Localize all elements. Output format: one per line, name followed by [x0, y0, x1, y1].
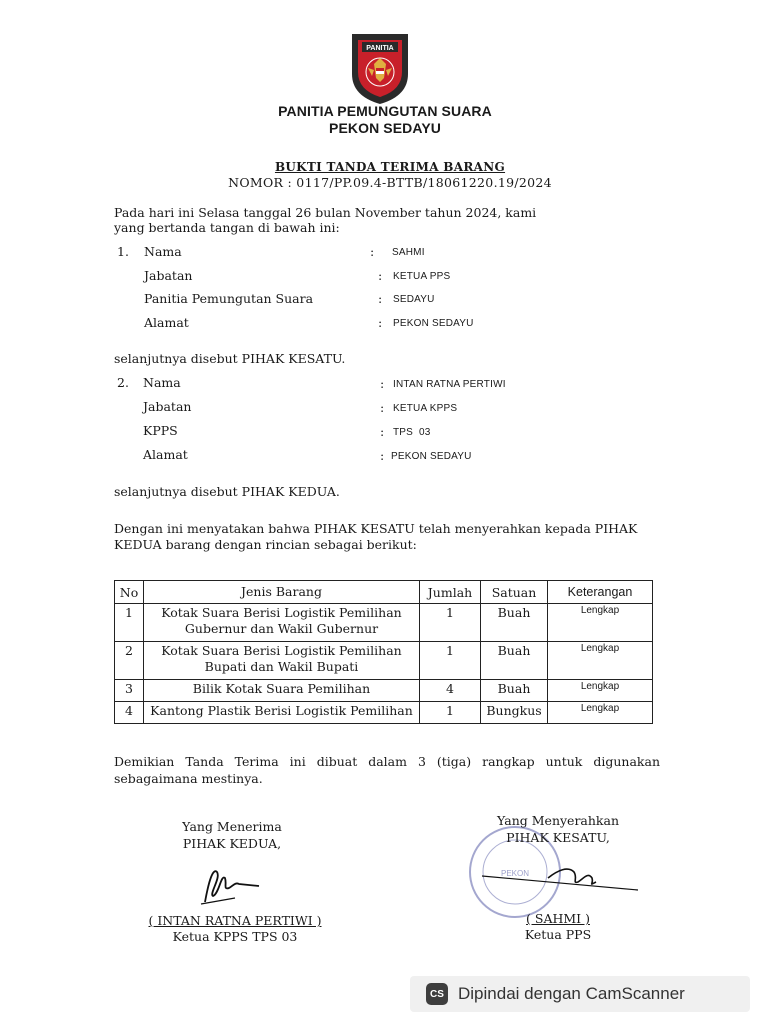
- party2-value-kpps: TPS 03: [393, 427, 431, 438]
- signature-right-line-2: PIHAK KESATU,: [506, 830, 610, 845]
- intro-line-1: Pada hari ini Selasa tanggal 26 bulan November tahun 2024, kami: [114, 205, 537, 220]
- table-row: 2 Kotak Suara Berisi Logistik Pemilihan Bupati dan Wakil Bupati 1 Buah Lengkap: [115, 642, 653, 680]
- signature-left-role: Ketua KPPS TPS 03: [172, 929, 298, 944]
- th-satuan: Satuan: [481, 581, 548, 604]
- camscanner-icon: CS: [426, 983, 448, 1005]
- party1-label-pps: Panitia Pemungutan Suara: [144, 291, 314, 306]
- th-jumlah: Jumlah: [420, 581, 481, 604]
- camscanner-text: Dipindai dengan CamScanner: [458, 984, 685, 1003]
- document-title: BUKTI TANDA TERIMA BARANG: [274, 160, 506, 174]
- party1-label-nama: Nama: [144, 244, 182, 259]
- party2-number: 2.: [117, 375, 129, 390]
- party1-label-jabatan: Jabatan: [144, 268, 193, 283]
- signature-left-line-2: PIHAK KEDUA,: [182, 836, 282, 851]
- party2-label-jabatan: Jabatan: [143, 399, 192, 414]
- table-row: 3 Bilik Kotak Suara Pemilihan 4 Buah Lengkap: [115, 680, 653, 702]
- party2-value-alamat: PEKON SEDAYU: [391, 451, 472, 462]
- party1-value-pps: SEDAYU: [393, 294, 435, 305]
- statement-line-1: Dengan ini menyatakan bahwa PIHAK KESATU telah menyerahkan kepada PIHAK: [114, 521, 638, 536]
- party1-value-jabatan: KETUA PPS: [393, 271, 451, 282]
- th-no: No: [115, 581, 144, 604]
- party1-value-nama: SAHMI: [392, 247, 425, 258]
- th-jenis-barang: Jenis Barang: [144, 581, 420, 604]
- signature-right-icon: [478, 862, 638, 898]
- stamp-center-text: PEKON: [500, 869, 530, 878]
- items-table: [114, 580, 653, 724]
- camscanner-watermark: [410, 976, 750, 1012]
- closing-line-1: Demikian Tanda Terima ini dibuat dalam 3 (tiga) rangkap untuk digunakan: [114, 754, 660, 769]
- party2-value-jabatan: KETUA KPPS: [393, 403, 458, 414]
- logo-text-top: PANITIA: [366, 45, 394, 52]
- table-row: 1 Kotak Suara Berisi Logistik Pemilihan Gubernur dan Wakil Gubernur 1 Buah Lengkap: [115, 604, 653, 642]
- signature-left-icon: [195, 860, 265, 910]
- party1-label-alamat: Alamat: [144, 315, 189, 330]
- party1-note: selanjutnya disebut PIHAK KESATU.: [114, 351, 346, 366]
- signature-left-block: [152, 818, 312, 852]
- table-header-row: [115, 581, 653, 604]
- party1-number: 1.: [117, 244, 129, 259]
- org-line-2: PEKON SEDAYU: [329, 120, 441, 136]
- org-line-1: PANITIA PEMUNGUTAN SUARA: [278, 103, 492, 119]
- party1-value-alamat: PEKON SEDAYU: [393, 318, 474, 329]
- statement-line-2: KEDUA barang dengan rincian sebagai berikut:: [114, 537, 417, 552]
- party2-label-alamat: Alamat: [143, 447, 188, 462]
- party2-label-kpps: KPPS: [143, 423, 178, 438]
- signature-right-block: [478, 812, 638, 846]
- document-number: NOMOR : 0117/PP.09.4-BTTB/18061220.19/2024: [228, 175, 552, 190]
- organization-name: [240, 103, 530, 137]
- party2-label-nama: Nama: [143, 375, 181, 390]
- signature-left-name: ( INTAN RATNA PERTIWI ): [148, 913, 322, 928]
- signature-right-role: Ketua PPS: [524, 927, 592, 942]
- party2-note: selanjutnya disebut PIHAK KEDUA.: [114, 484, 340, 499]
- table-row: 4 Kantong Plastik Berisi Logistik Pemilihan 1 Bungkus Lengkap: [115, 702, 653, 724]
- th-keterangan: Keterangan: [548, 581, 653, 604]
- intro-line-2: yang bertanda tangan di bawah ini:: [114, 220, 340, 235]
- kpu-logo-icon: [348, 28, 412, 106]
- signature-right-line-1: Yang Menyerahkan: [496, 813, 620, 828]
- party2-value-nama: INTAN RATNA PERTIWI: [393, 379, 506, 390]
- signature-left-line-1: Yang Menerima: [182, 819, 282, 834]
- closing-line-2: sebagaimana mestinya.: [114, 771, 263, 786]
- signature-right-name: ( SAHMI ): [526, 911, 590, 926]
